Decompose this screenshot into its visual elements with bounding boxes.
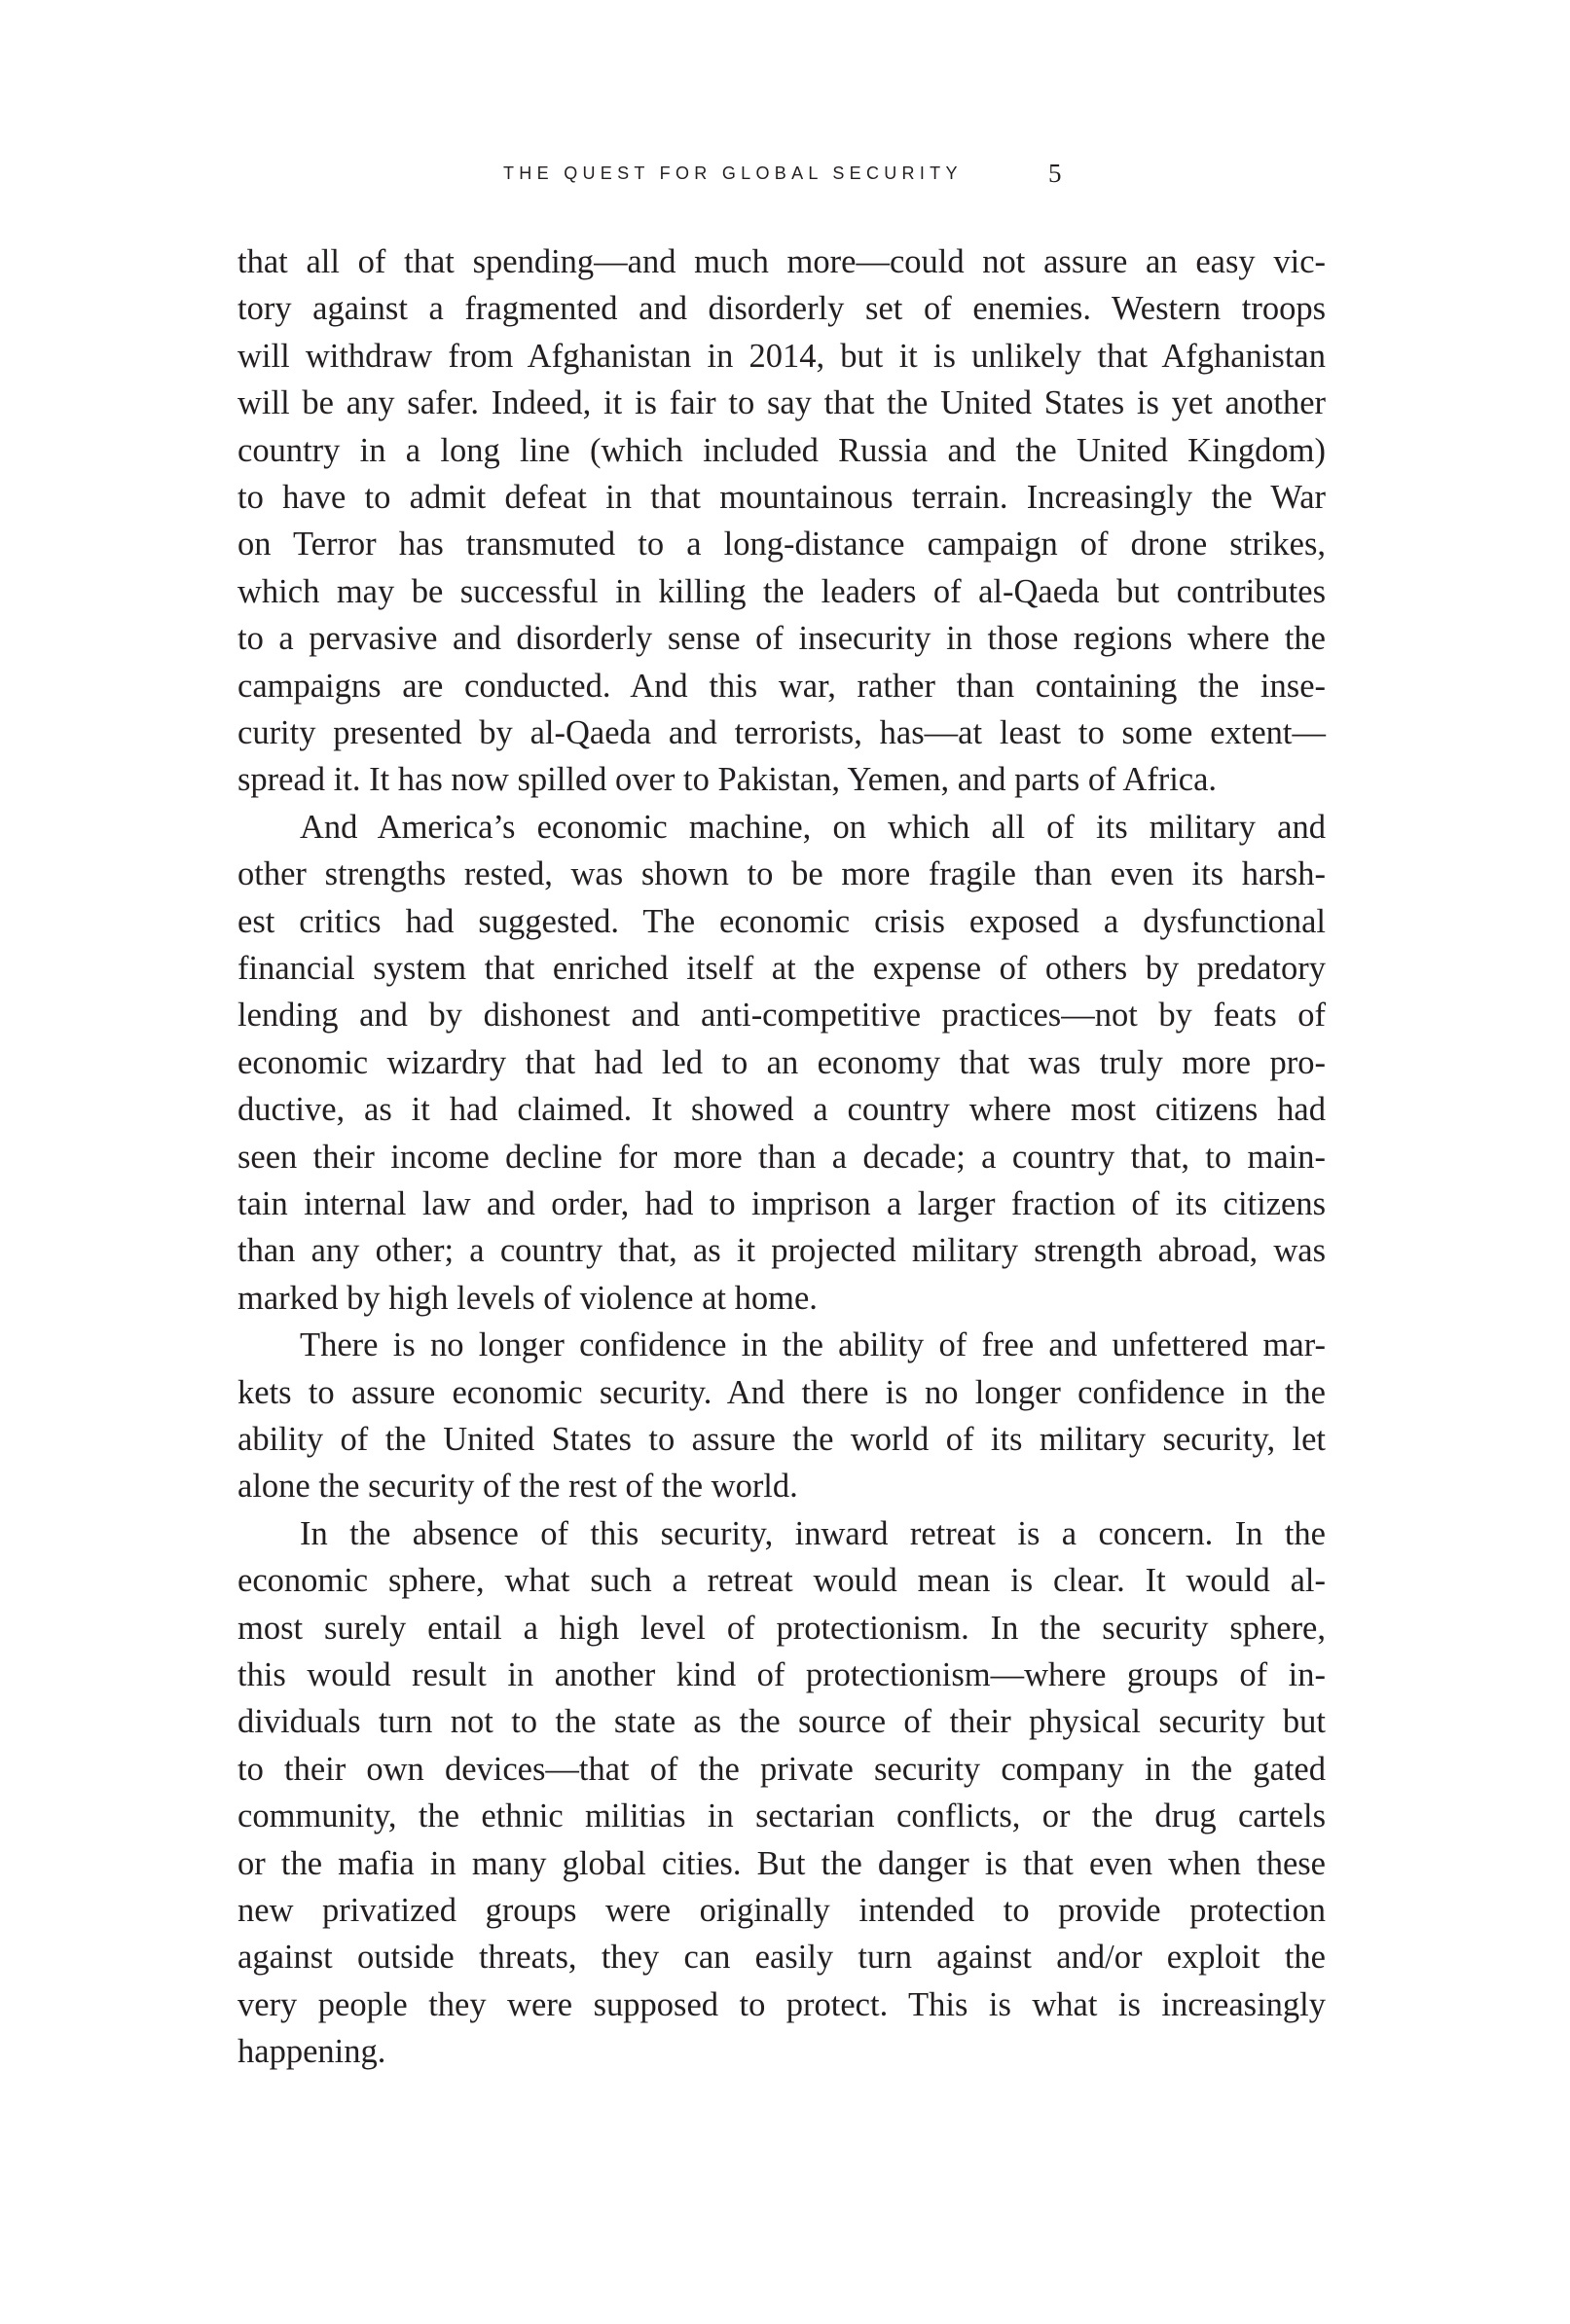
- text-line: ductive, as it had claimed. It showed a country where most citizens had: [237, 1091, 1326, 1128]
- running-title: THE QUEST FOR GLOBAL SECURITY: [503, 163, 963, 183]
- text-line: will withdraw from Afghanistan in 2014, but it is unlikely that Afghanistan: [237, 338, 1326, 375]
- text-line: against outside threats, they can easily turn against and/or exploit the: [237, 1939, 1326, 1976]
- text-line: ability of the United States to assure the world of its military security, let: [237, 1421, 1326, 1458]
- text-line: other strengths rested, was shown to be more fragile than even its harsh-: [237, 855, 1326, 892]
- text-line: There is no longer confidence in the ability of free and unfettered mar-: [300, 1326, 1326, 1363]
- text-line: to their own devices—that of the private security company in the gated: [237, 1751, 1326, 1788]
- text-line: to have to admit defeat in that mountainous terrain. Increasingly the War: [237, 479, 1326, 516]
- text-line: happening.: [237, 2033, 386, 2070]
- text-line: alone the security of the rest of the world.: [237, 1468, 798, 1505]
- text-line: financial system that enriched itself at the expense of others by predatory: [237, 950, 1326, 987]
- text-line: dividuals turn not to the state as the source of their physical security but: [237, 1703, 1326, 1740]
- text-line: In the absence of this security, inward retreat is a concern. In the: [300, 1515, 1326, 1552]
- text-line: to a pervasive and disorderly sense of insecurity in those regions where the: [237, 620, 1326, 657]
- text-line: kets to assure economic security. And there is no longer confidence in the: [237, 1374, 1326, 1411]
- text-line: campaigns are conducted. And this war, rather than containing the inse-: [237, 668, 1326, 705]
- text-line: est critics had suggested. The economic crisis exposed a dysfunctional: [237, 903, 1326, 940]
- text-line: economic sphere, what such a retreat would mean is clear. It would al-: [237, 1562, 1326, 1599]
- text-line: lending and by dishonest and anti-competitive practices—not by feats of: [237, 997, 1326, 1034]
- text-line: economic wizardry that had led to an economy that was truly more pro-: [237, 1044, 1326, 1081]
- text-line: tory against a fragmented and disorderly set of enemies. Western troops: [237, 290, 1326, 327]
- text-line: this would result in another kind of protectionism—where groups of in-: [237, 1656, 1326, 1693]
- page-number: 5: [1048, 159, 1062, 188]
- text-line: community, the ethnic militias in sectarian conflicts, or the drug cartels: [237, 1797, 1326, 1834]
- text-line: marked by high levels of violence at home.: [237, 1280, 818, 1317]
- text-line: very people they were supposed to protect. This is what is increasingly: [237, 1986, 1326, 2023]
- text-line: spread it. It has now spilled over to Pakistan, Yemen, and parts of Africa.: [237, 761, 1218, 798]
- text-line: than any other; a country that, as it projected military strength abroad, was: [237, 1232, 1326, 1269]
- text-line: on Terror has transmuted to a long-distance campaign of drone strikes,: [237, 526, 1326, 563]
- text-line: or the mafia in many global cities. But the danger is that even when these: [237, 1845, 1326, 1882]
- text-line: And America’s economic machine, on which all of its military and: [300, 809, 1326, 846]
- text-line: that all of that spending—and much more—could not assure an easy vic-: [237, 243, 1326, 280]
- text-line: curity presented by al-Qaeda and terrorists, has—at least to some extent—: [237, 714, 1326, 751]
- text-line: which may be successful in killing the leaders of al-Qaeda but contributes: [237, 573, 1326, 610]
- text-line: seen their income decline for more than a decade; a country that, to main-: [237, 1139, 1326, 1176]
- text-line: most surely entail a high level of protectionism. In the security sphere,: [237, 1610, 1326, 1647]
- text-line: country in a long line (which included Russia and the United Kingdom): [237, 432, 1326, 469]
- text-line: will be any safer. Indeed, it is fair to say that the United States is yet another: [237, 384, 1326, 421]
- text-line: new privatized groups were originally intended to provide protection: [237, 1892, 1326, 1929]
- running-head: [0, 159, 1570, 191]
- text-line: tain internal law and order, had to imprison a larger fraction of its citizens: [237, 1185, 1326, 1222]
